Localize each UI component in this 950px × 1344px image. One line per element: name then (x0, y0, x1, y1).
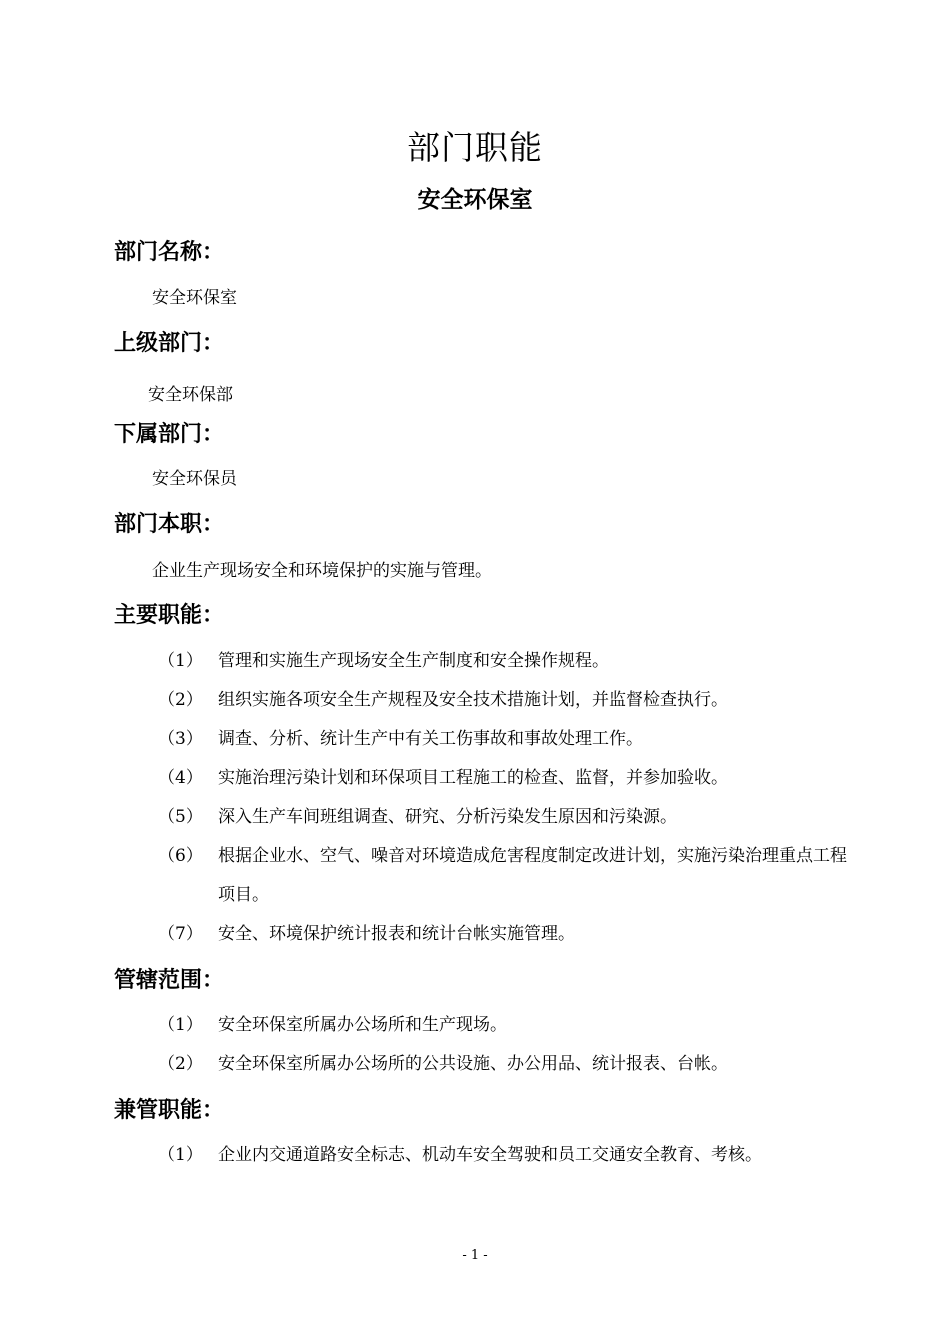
list-item (158, 759, 858, 798)
item-number: （2） (158, 690, 203, 710)
item-number: （6） (158, 846, 203, 866)
item-text: 管理和实施生产现场安全生产制度和安全操作规程。 (218, 651, 609, 671)
item-number: （1） (158, 651, 203, 671)
item-number: （7） (158, 924, 203, 944)
item-text: 根据企业水、空气、噪音对环境造成危害程度制定改进计划，实施污染治理重点工程项目。 (218, 846, 847, 905)
page-number: - 1 - (462, 1248, 488, 1263)
page-title: 部门职能 (407, 128, 543, 167)
heading-dept-name: 部门名称： (114, 240, 225, 265)
item-number: （3） (158, 729, 203, 749)
item-number: （1） (158, 1145, 203, 1165)
list-item (158, 1045, 858, 1084)
item-text: 组织实施各项安全生产规程及安全技术措施计划，并监督检查执行。 (218, 690, 728, 710)
sub-dept-text: 安全环保员 (152, 469, 237, 489)
heading-scope: 管辖范围： (114, 968, 225, 993)
list-item (158, 681, 858, 720)
list-item (158, 837, 858, 915)
heading-parent-dept: 上级部门： (114, 331, 225, 356)
item-number: （1） (158, 1015, 203, 1035)
item-text: 调查、分析、统计生产中有关工伤事故和事故处理工作。 (218, 729, 643, 749)
list-item (158, 798, 858, 837)
heading-sub-dept: 下属部门： (114, 422, 225, 447)
parent-dept-text: 安全环保部 (148, 385, 233, 405)
heading-concurrent-functions: 兼管职能： (114, 1098, 225, 1123)
item-text: 深入生产车间班组调查、研究、分析污染发生原因和污染源。 (218, 807, 677, 827)
item-number: （2） (158, 1054, 203, 1074)
dept-name-text: 安全环保室 (152, 288, 237, 308)
list-item (158, 915, 858, 954)
item-text: 安全、环境保护统计报表和统计台帐实施管理。 (218, 924, 575, 944)
list-item (158, 720, 858, 759)
item-text: 安全环保室所属办公场所和生产现场。 (218, 1015, 507, 1035)
item-text: 实施治理污染计划和环保项目工程施工的检查、监督，并参加验收。 (218, 768, 728, 788)
list-item (158, 642, 858, 681)
item-text: 企业内交通道路安全标志、机动车安全驾驶和员工交通安全教育、考核。 (218, 1145, 762, 1165)
item-text: 安全环保室所属办公场所的公共设施、办公用品、统计报表、台帐。 (218, 1054, 728, 1074)
page-subtitle: 安全环保室 (417, 187, 533, 213)
item-number: （4） (158, 768, 203, 788)
item-number: （5） (158, 807, 203, 827)
list-item (158, 1006, 858, 1045)
heading-main-functions: 主要职能： (114, 603, 225, 628)
duty-text: 企业生产现场安全和环境保护的实施与管理。 (152, 561, 492, 581)
list-item (158, 1136, 858, 1175)
heading-duty: 部门本职： (114, 512, 225, 537)
